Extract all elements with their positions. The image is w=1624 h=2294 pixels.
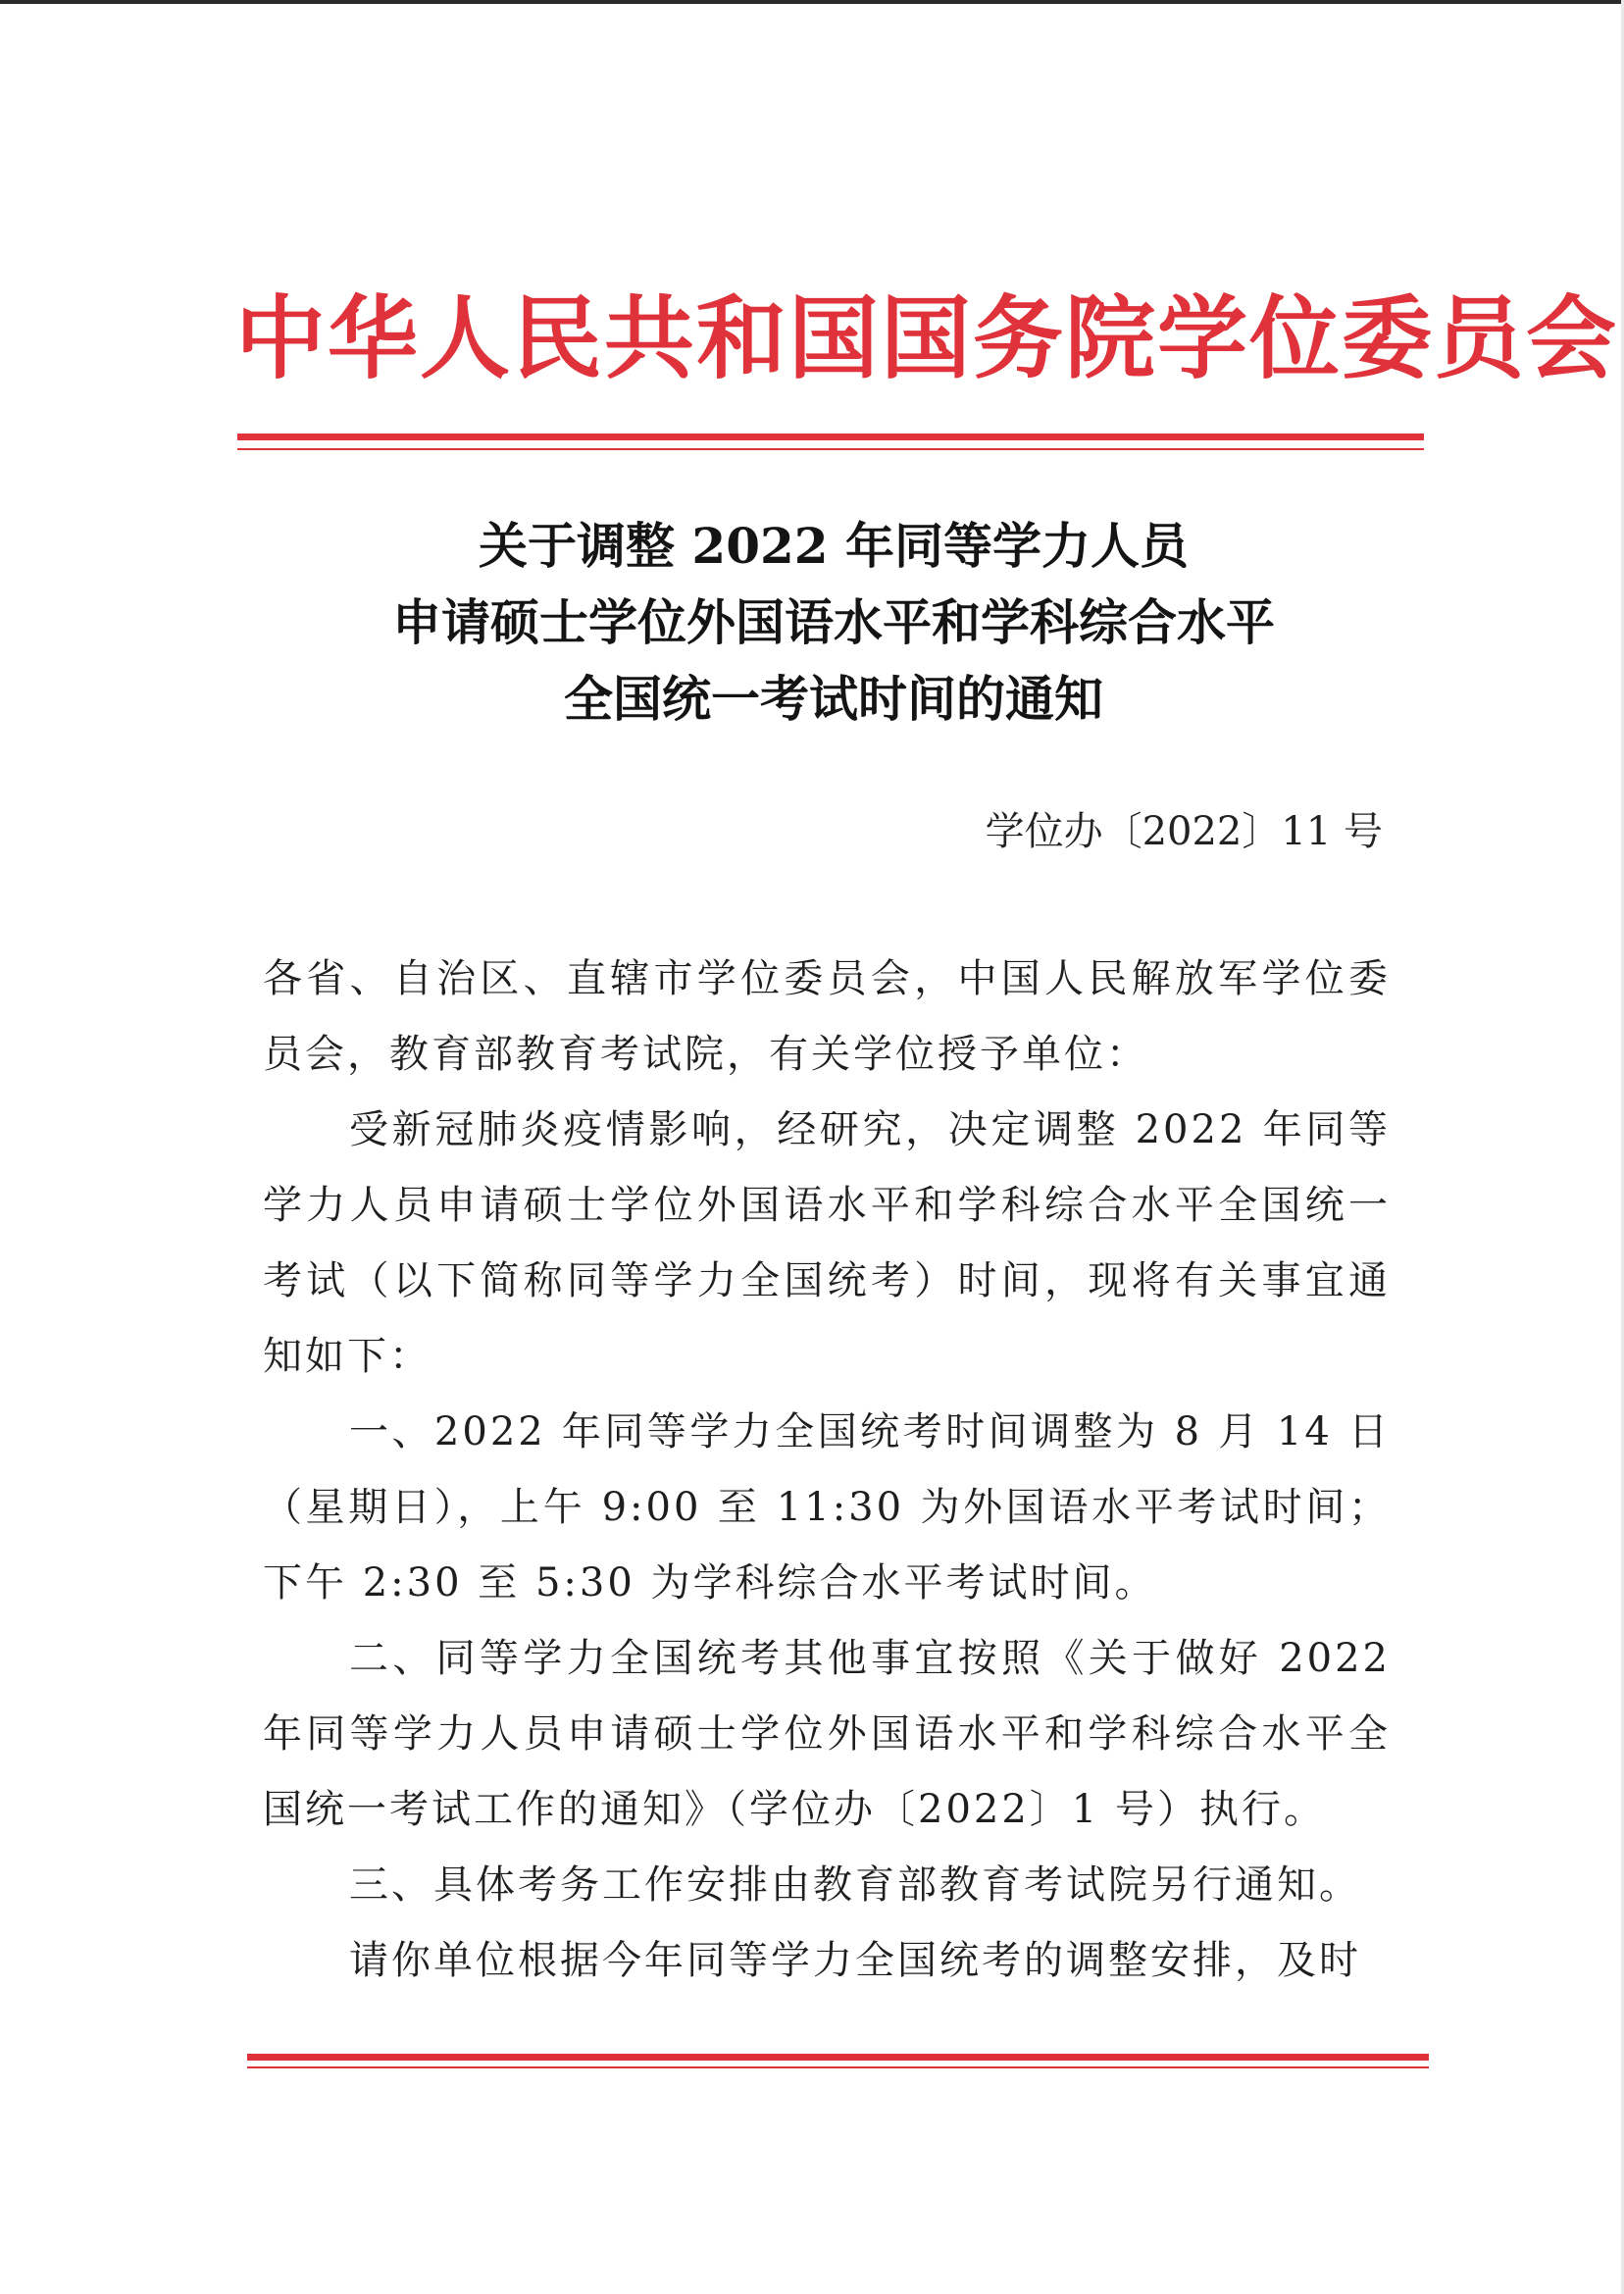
title-line: 关于调整 2022 年同等学力人员 <box>479 517 1189 575</box>
paragraph: 三、具体考务工作安排由教育部教育考试院另行通知。 <box>349 1862 1361 1908</box>
addressee: 各省、自治区、直辖市学位委员会，中国人民解放军学位委员会，教育部教育考试院，有关学位授予单位： <box>263 956 1391 1077</box>
paragraph: 请你单位根据今年同等学力全国统考的调整安排，及时 <box>349 1938 1361 1983</box>
footer-red-rule-thick <box>247 2054 1429 2061</box>
title-line: 申请硕士学位外国语水平和学科综合水平 <box>392 593 1275 651</box>
paragraph: 受新冠肺炎疫情影响，经研究，决定调整 2022 年同等学力人员申请硕士学位外国语水平和学科综合水平全国统一考试（以下简称同等学力全国统考）时间，现将有关事宜通知如下： <box>263 1107 1391 1379</box>
document-title <box>235 508 1432 738</box>
title-line: 全国统一考试时间的通知 <box>564 670 1103 728</box>
scan-edge <box>0 0 1624 4</box>
header-red-rule-thin <box>237 448 1424 450</box>
footer-red-rule-thin <box>247 2066 1429 2068</box>
header-red-rule-thick <box>237 433 1424 440</box>
document-body <box>263 942 1391 1999</box>
paragraph: 二、同等学力全国统考其他事宜按照《关于做好 2022 年同等学力人员申请硕士学位外国语水平和学科综合水平全国统一考试工作的通知》（学位办〔2022〕1 号）执行。 <box>263 1636 1391 1832</box>
agency-header: 中华人民共和国国务院学位委员会 <box>235 285 1619 391</box>
document-number: 学位办〔2022〕11 号 <box>985 809 1383 854</box>
paragraph: 一、2022 年同等学力全国统考时间调整为 8 月 14 日（星期日），上午 9:00 至 11:30 为外国语水平考试时间；下午 2:30 至 5:30 为学科综合水平考试时间。 <box>263 1409 1391 1606</box>
